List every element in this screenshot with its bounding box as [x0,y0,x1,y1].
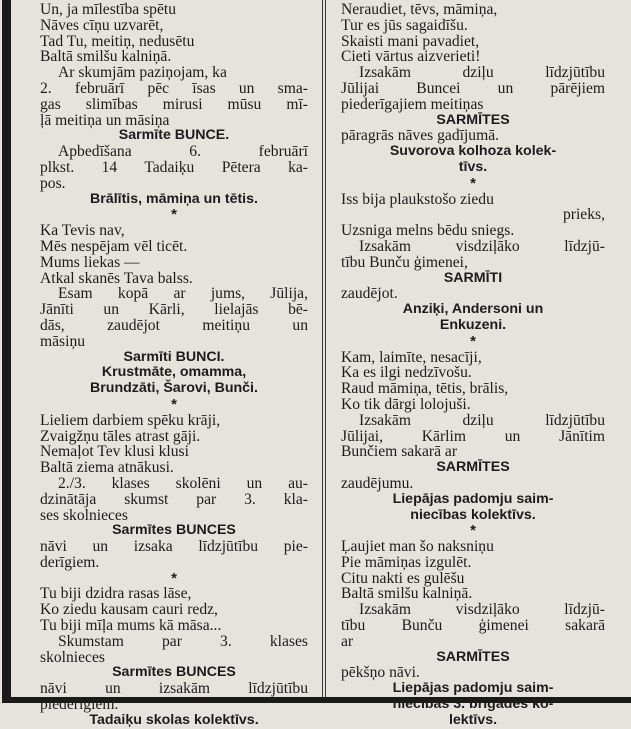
text-line: dzinātāja skumst par 3. kla- [40,490,308,508]
text-line: 2./3. klases skolēni un au- [58,474,308,492]
text-line: ļā meitiņa un māsiņa [40,111,170,129]
text-line: dās, zaudējot meitiņu un [40,316,308,334]
text-line: Brālītis, māmiņa un tētis. [90,190,258,207]
text-line: prieks, [562,206,605,224]
text-line: Pie māmiņas izgulēt. [341,553,472,571]
text-line: Bunčiem sakarā ar [341,443,458,461]
separator-star: * [171,206,177,224]
text-line: Lieliem darbiem spēku krāji, [40,411,221,429]
text-line: Mēs nespējam vēl ticēt. [40,237,188,255]
text-line: lektīvs. [448,711,498,728]
text-line: Jūlijai, Kārlim un Jānītim [341,427,605,445]
text-line: Iss bija plaukstošo ziedu [341,190,494,208]
text-line: Raud māmiņa, tētis, brālis, [341,380,509,398]
text-line: derīgiem. [40,553,100,571]
text-line: Ka Tevis nav, [40,222,125,240]
text-line: Esam kopā ar jums, Jūlija, [58,285,308,303]
text-line: Ar skumjām paziņojam, ka [58,64,227,82]
text-line: Suvorova kolhoza kolek- [389,143,557,160]
text-line: Cieti vārtus aizverieti! [341,48,481,66]
text-line: Izsakām dziļu līdzjūtību [359,64,605,82]
text-line: Tu biji mīļa mums kā māsa... [40,617,222,635]
text-line: Izsakām dziļu līdzjūtību [359,411,605,429]
text-line: Ko tik dārgi lolojuši. [341,395,471,413]
text-line: Nemaļot Tev klusi klusi [40,443,189,461]
text-line: zaudējumu. [341,474,414,492]
text-line: piederīgajiem meitiņas [341,95,484,113]
text-line: piederīgiem. [40,696,119,714]
text-line: Jānīti un Kārli, lielajās bē- [40,301,308,319]
right-column [341,2,605,729]
text-line: Krustmāte, omamma, [101,364,247,381]
left-column [40,2,308,729]
separator-star: * [171,569,177,587]
text-line: Kam, laimīte, nesacīji, [341,348,482,366]
text-line: Baltā smilšu kalniņā. [341,585,473,603]
text-line: Tadaiķu skolas kolektīvs. [89,711,259,728]
text-line: Baltā ziema atnākusi. [40,459,174,477]
text-line: Liepājas padomju saim- [392,680,554,697]
text-line: ses skolnieces [40,506,128,524]
text-line: Anziķi, Andersoni un [402,301,544,318]
text-line: zaudējot. [341,285,398,303]
text-line: SARMĪTES [436,111,510,128]
text-line: Mums liekas — [40,253,140,271]
separator-star: * [470,522,476,540]
text-line: Ka es ilgi nedzīvošu. [341,364,472,382]
text-line: Sarmīte BUNCE. [118,127,230,144]
text-line: Uzsniga melns bēdu sniegs. [341,222,515,240]
text-line: nāvi un izsakām līdzjūtību [40,680,308,698]
text-line: tību Bunču ģimenei sakarā [341,617,605,635]
text-line: Sarmīti BUNCI. [123,348,225,365]
text-line: tīvs. [458,158,488,175]
text-line: SARMĪTES [436,459,510,476]
text-line: Brundzāti, Šarovi, Bunči. [90,380,258,397]
text-line: niecības 3. brigādes ko- [392,696,554,713]
text-line: Tu biji dzidra rasas lāse, [40,585,192,603]
text-line: plkst. 14 Tadaiķu Pētera ka- [40,158,308,176]
text-line: Liepājas padomju saim- [392,490,554,507]
text-line: pos. [40,174,66,192]
text-line: gas slimības mirusi mūsu mī- [40,95,308,113]
column-rule [322,0,323,697]
text-line: Neraudiet, tēvs, māmiņa, [341,1,498,18]
text-line: Sarmītes BUNCES [112,664,236,681]
text-line: Tad Tu, meitiņ, nedusētu [40,32,195,50]
text-line: pēkšņo nāvi. [341,664,420,682]
text-line: Ko ziedu kausam cauri redz, [40,601,218,619]
separator-star: * [470,174,476,192]
text-line: SARMĪTES [436,648,510,665]
text-line: Tur es jūs sagaidīšu. [341,16,468,34]
text-line: nāvi un izsaka līdzjūtību pie- [40,538,308,556]
text-line: ar [341,632,354,650]
text-line: Zvaigžņu tāles atrast gāji. [40,427,201,445]
text-line: Baltā smilšu kalniņā. [40,48,172,66]
text-line: Izsakām visdziļāko līdzjū- [359,237,605,255]
text-line: niecības kolektīvs. [410,506,536,523]
text-line: Nāves cīņu uzvarēt, [40,16,164,34]
text-line: Enkuzeni. [439,316,507,333]
text-line: Atkal skanēs Tava balss. [40,269,193,287]
separator-star: * [470,332,476,350]
text-line: Izsakām visdziļāko līdzjū- [359,601,605,619]
text-line: Un, ja mīlestība spētu [40,1,176,18]
separator-star: * [171,395,177,413]
text-line: 2. februārī pēc īsas un sma- [40,79,308,97]
text-line: Skaisti mani pavadiet, [341,32,480,50]
column-rule-inner [325,0,326,697]
text-line: skolnieces [40,648,105,666]
text-line: Ļaujiet man šo naksniņu [341,538,494,556]
text-line: Citu nakti es gulēšu [341,569,465,587]
text-line: māsiņu [40,332,86,350]
text-line: SARMĪTI [443,269,503,286]
text-line: tību Bunču ģimenei, [341,253,468,271]
text-line: pāragrās nāves gadījumā. [341,127,500,145]
text-line: Sarmītes BUNCES [112,522,236,539]
text-line: Jūlijai Buncei un pārējiem [341,79,605,97]
black-border-left [2,0,11,703]
text-line: Skumstam par 3. klases [58,632,308,650]
text-line: Apbedīšana 6. februārī [58,143,308,161]
